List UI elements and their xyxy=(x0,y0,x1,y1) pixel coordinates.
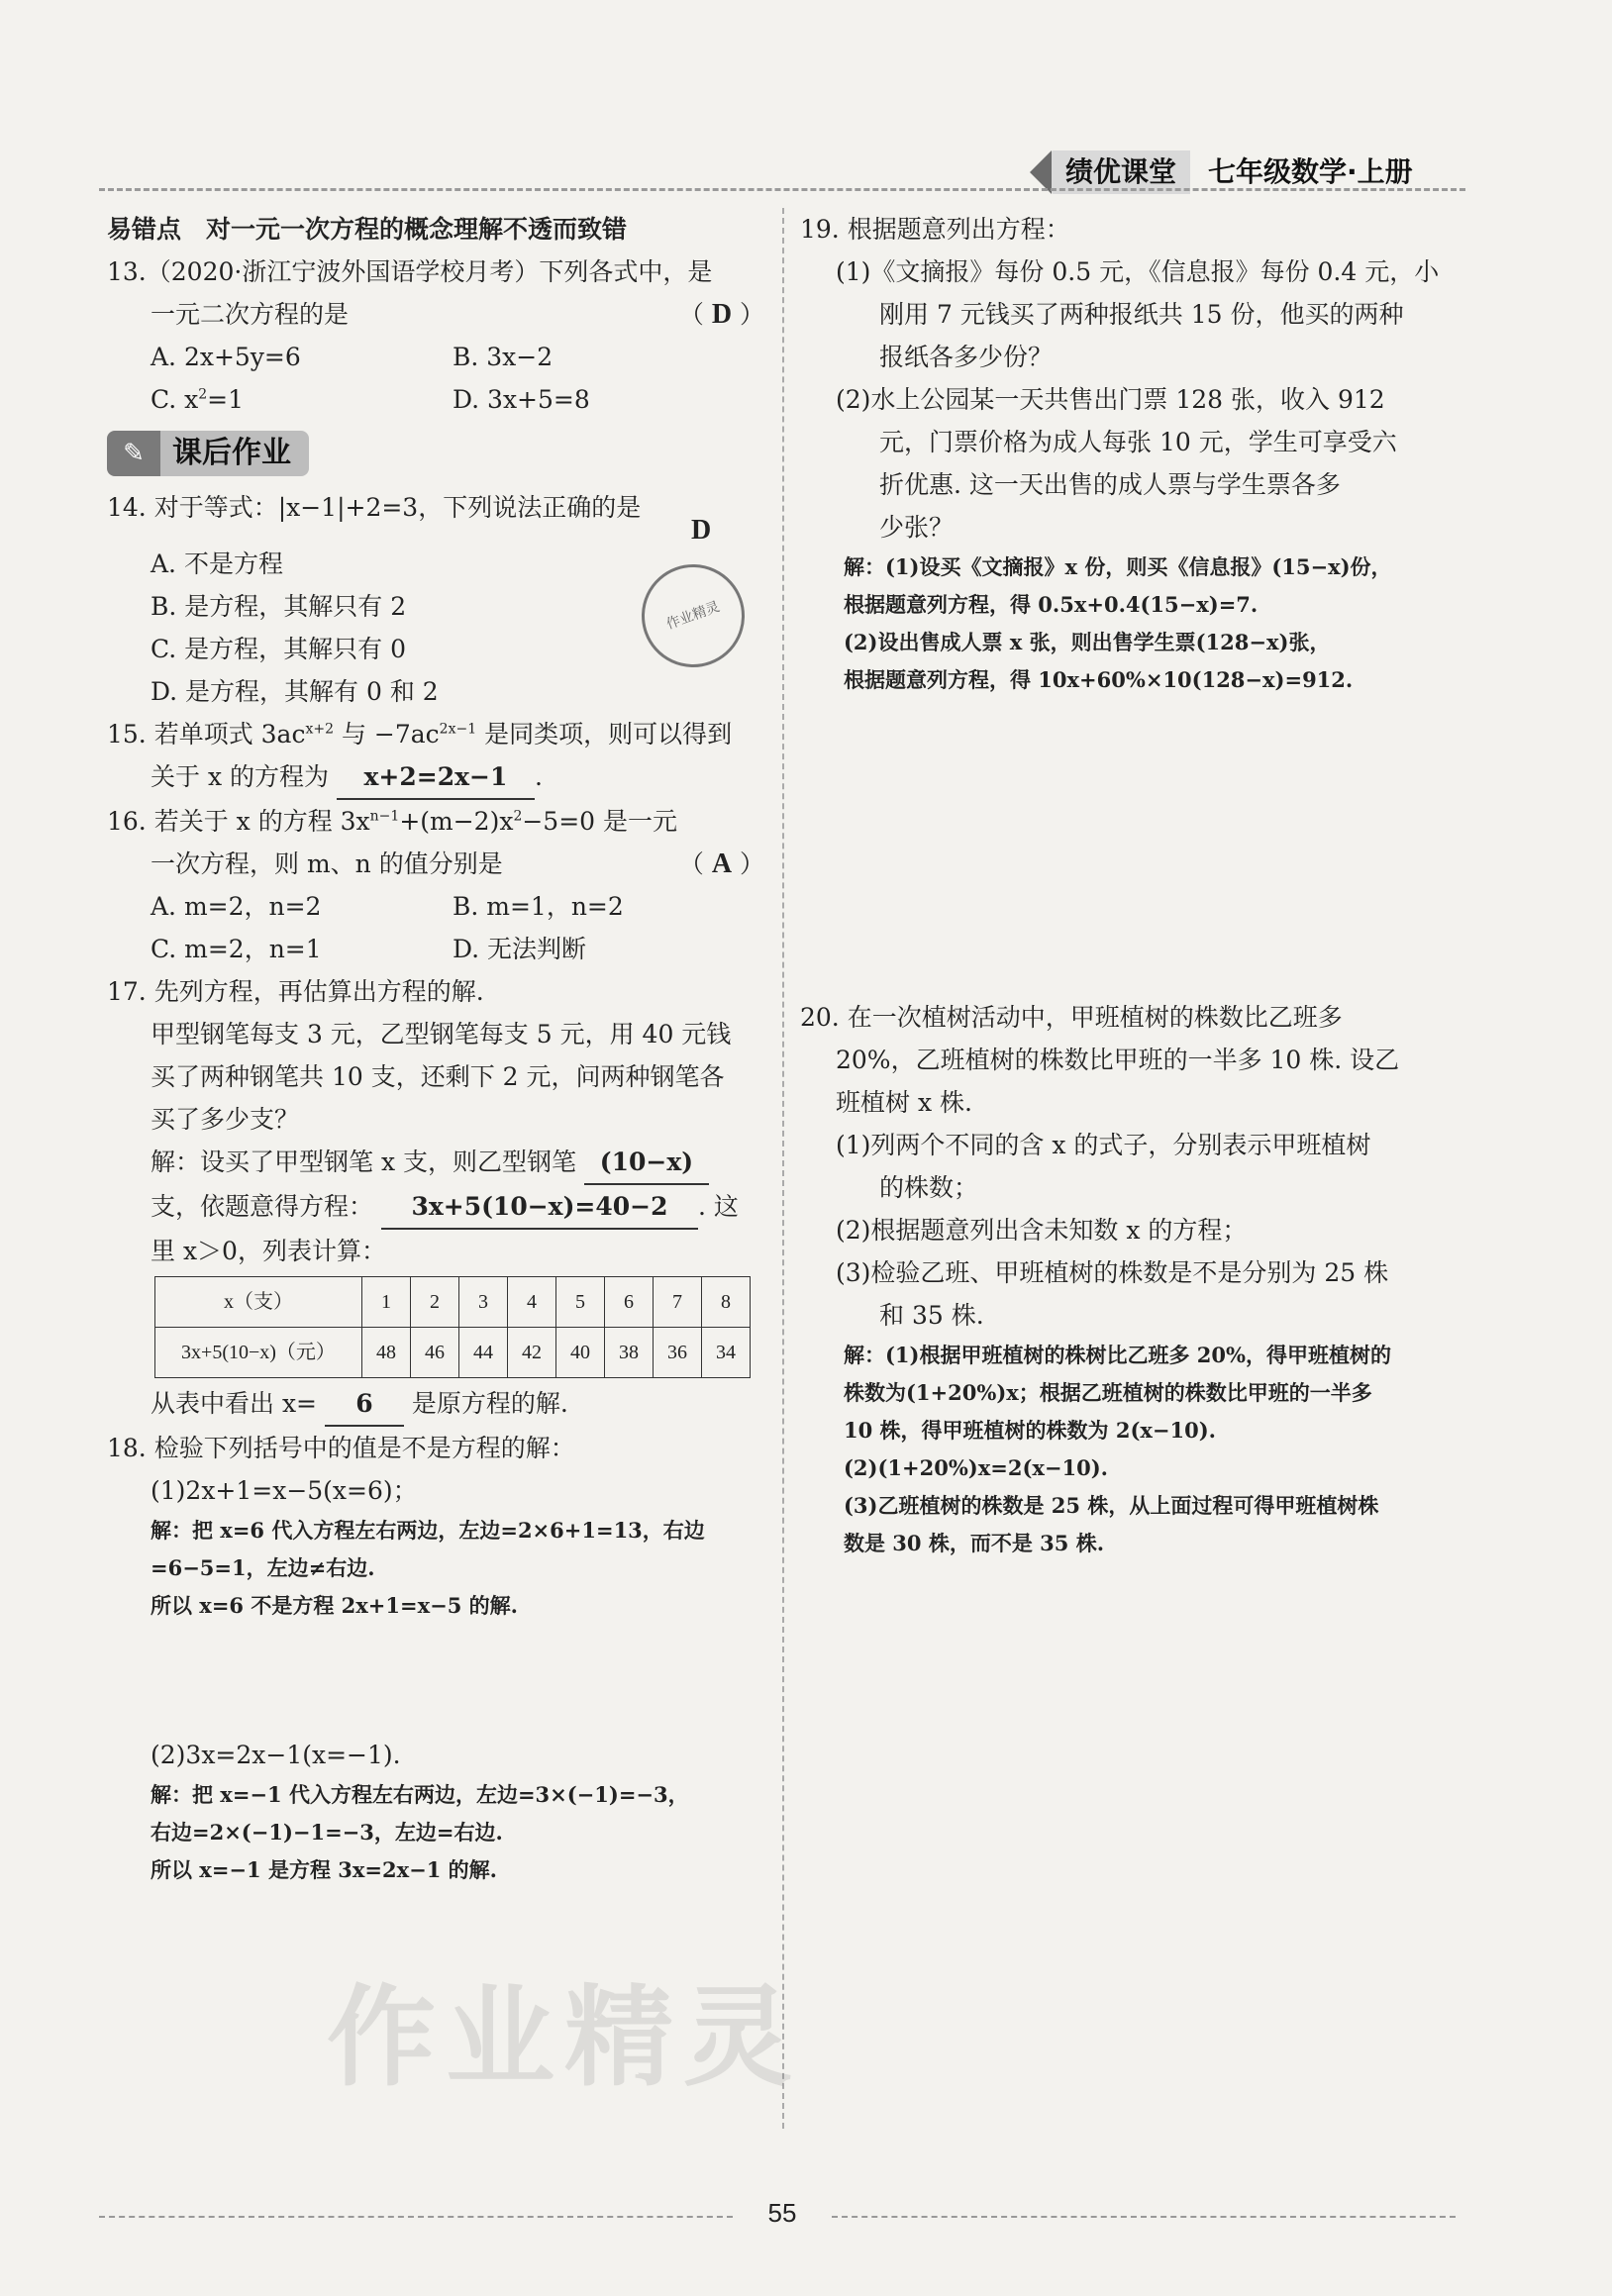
q17-line7: 里 x＞0，列表计算： xyxy=(151,1237,386,1265)
q15-l2-text: 关于 x 的方程为 xyxy=(151,762,329,791)
q20-s1: 解：(1)根据甲班植树的株树比乙班多 20%，得甲班植树的 xyxy=(844,1343,1391,1367)
brand-title: 绩优课堂 xyxy=(1052,150,1190,194)
page-number: 55 xyxy=(767,2198,797,2228)
q16-option-a: A. m=2，n=2 xyxy=(151,892,322,921)
book-title: 七年级数学·上册 xyxy=(1208,155,1413,188)
q17-l6-post: . 这 xyxy=(697,1192,739,1221)
table-cell: 7 xyxy=(654,1277,702,1328)
q18-s1b: =6−5=1，左边≠右边. xyxy=(151,1555,375,1580)
q13-option-d: D. 3x+5=8 xyxy=(453,385,590,414)
footer-divider-left xyxy=(99,2216,733,2218)
q13-answer: D xyxy=(711,299,733,330)
q18-spacer xyxy=(107,1625,764,1734)
pencil-book-icon: ✎ xyxy=(107,431,160,476)
q16-answer: A xyxy=(711,849,733,879)
homework-badge xyxy=(107,429,309,478)
q19-b2: 元，门票价格为成人每张 10 元，学生可享受六 xyxy=(879,428,1397,456)
q19-s4: 根据题意列方程，得 10x+60%×10(128−x)=912. xyxy=(844,667,1354,692)
q20-a2: 的株数； xyxy=(879,1173,979,1202)
q17-line2: 甲型钢笔每支 3 元，乙型钢笔每支 5 元，用 40 元钱 xyxy=(151,1020,732,1048)
q20-s4: (2)(1+20%)x=2(x−10). xyxy=(844,1455,1108,1480)
q19-solution xyxy=(800,549,1473,699)
q15-l1-sup2: 2x−1 xyxy=(439,721,477,738)
table-cell: 44 xyxy=(459,1328,508,1378)
q16-l1-mid: +(m−2)x xyxy=(399,807,514,836)
q19-line1: 19. 根据题意列出方程： xyxy=(800,215,1070,244)
q19-b1: (2)水上公园某一天共售出门票 128 张，收入 912 xyxy=(836,385,1385,414)
q18-line1: 18. 检验下列括号中的值是不是方程的解： xyxy=(107,1434,575,1462)
q20-line2: 20%，乙班植树的株数比甲班的一半多 10 株. 设乙 xyxy=(836,1046,1400,1074)
table-cell: 2 xyxy=(411,1277,459,1328)
q13-line2-text: 一元二次方程的是 xyxy=(151,300,350,329)
q15-l1-mid: 与 −7ac xyxy=(334,720,440,749)
q20-solution xyxy=(800,1337,1473,1562)
q20-c1: (3)检验乙班、甲班植树的株数是不是分别为 25 株 xyxy=(836,1258,1389,1287)
q16-answer-bracket: （ A ） xyxy=(678,849,764,879)
q20-a1: (1)列两个不同的含 x 的式子，分别表示甲班植树 xyxy=(836,1131,1371,1159)
q17-line6 xyxy=(107,1185,764,1230)
q13-option-b: B. 3x−2 xyxy=(453,343,554,371)
q15-l1-pre: 15. 若单项式 3ac xyxy=(107,720,306,749)
q18-s2c: 所以 x=−1 是方程 3x=2x−1 的解. xyxy=(151,1857,497,1882)
q16-options-row2 xyxy=(107,928,764,970)
error-point-title: 易错点 对一元一次方程的概念理解不透而致错 xyxy=(107,215,628,244)
question-15 xyxy=(107,713,764,800)
q13-options-row2 xyxy=(107,378,764,421)
q13-answer-bracket: （ D ） xyxy=(678,299,764,330)
q18-part1: (1)2x+1=x−5(x=6)； xyxy=(151,1476,418,1505)
table-cell: 42 xyxy=(508,1328,556,1378)
q15-l1-post: 是同类项，则可以得到 xyxy=(476,720,733,749)
q14-option-a: A. 不是方程 xyxy=(151,549,283,578)
q13-options-row1 xyxy=(107,336,764,378)
q13-option-a: A. 2x+5y=6 xyxy=(151,343,301,371)
q19-s2: 根据题意列方程，得 0.5x+0.4(15−x)=7. xyxy=(844,592,1259,617)
q16-l1-sup2: 2 xyxy=(513,808,523,825)
q14-spacer xyxy=(107,515,764,546)
left-column xyxy=(107,208,764,1889)
footer-divider-right xyxy=(832,2216,1456,2218)
table-header-x: x（支） xyxy=(155,1277,362,1328)
q16-l2-text: 一次方程，则 m、n 的值分别是 xyxy=(151,849,503,878)
q13-option-c-sup: 2 xyxy=(198,386,208,403)
q14-option-c: C. 是方程，其解只有 0 xyxy=(151,635,406,663)
q18-s1a: 解：把 x=6 代入方程左右两边，左边=2×6+1=13，右边 xyxy=(151,1518,705,1543)
q19-a2: 刚用 7 元钱买了两种报纸共 15 份，他买的两种 xyxy=(879,300,1404,329)
table-cell: 36 xyxy=(654,1328,702,1378)
q15-l1-sup1: x+2 xyxy=(305,721,335,738)
q17-line1: 17. 先列方程，再估算出方程的解. xyxy=(107,977,484,1006)
q14-option-b: B. 是方程，其解只有 2 xyxy=(151,592,407,621)
table-cell: 38 xyxy=(605,1328,654,1378)
question-18 xyxy=(107,1427,764,1889)
q16-line1 xyxy=(107,800,764,843)
table-cell: 1 xyxy=(362,1277,411,1328)
q16-option-b: B. m=1，n=2 xyxy=(453,892,624,921)
q19-b4: 少张？ xyxy=(879,513,955,542)
q19-s3: (2)设出售成人票 x 张，则出售学生票(128−x)张， xyxy=(844,630,1331,654)
q13-line2 xyxy=(107,293,764,336)
q16-l1-post: −5=0 是一元 xyxy=(522,807,678,836)
q17-blank3: 6 xyxy=(325,1382,404,1427)
q17-blank2: 3x+5(10−x)=40−2 xyxy=(381,1185,698,1230)
table-cell: 6 xyxy=(605,1277,654,1328)
q19-a1: (1)《文摘报》每份 0.5 元，《信息报》每份 0.4 元，小 xyxy=(836,257,1440,286)
q17-l8-text: 从表中看出 x= xyxy=(151,1389,317,1418)
q17-table xyxy=(154,1276,751,1378)
q14-answer: D xyxy=(691,515,712,546)
q17-table-wrap xyxy=(107,1276,764,1378)
table-cell: 48 xyxy=(362,1328,411,1378)
table-cell: 5 xyxy=(556,1277,605,1328)
q20-b1: (2)根据题意列出含未知数 x 的方程； xyxy=(836,1216,1248,1245)
q17-l6-text: 支，依题意得方程： xyxy=(151,1192,374,1221)
q20-s2: 株数为(1+20%)x；根据乙班植树的株数比甲班的一半多 xyxy=(844,1380,1372,1405)
q13-line1: 13.（2020·浙江宁波外国语学校月考）下列各式中，是 xyxy=(107,257,713,286)
table-header-y: 3x+5(10−x)（元） xyxy=(155,1328,362,1378)
question-13 xyxy=(107,250,764,421)
table-cell: 3 xyxy=(459,1277,508,1328)
q17-blank1: (10−x) xyxy=(584,1141,709,1185)
q17-line4: 买了多少支？ xyxy=(151,1105,300,1134)
q18-s2a: 解：把 x=−1 代入方程左右两边，左边=3×(−1)=−3， xyxy=(151,1782,689,1807)
q16-l1-sup1: n−1 xyxy=(369,808,400,825)
header-divider xyxy=(99,188,1465,191)
homework-title: 课后作业 xyxy=(160,431,309,476)
q16-line2 xyxy=(107,843,764,885)
question-20 xyxy=(800,996,1473,1562)
q16-option-c: C. m=2，n=1 xyxy=(151,935,322,963)
q20-s5: (3)乙班植树的株数是 25 株，从上面过程可得甲班植树株 xyxy=(844,1493,1379,1518)
q20-s3: 10 株，得甲班植树的株数为 2(x−10). xyxy=(844,1418,1216,1443)
q15-answer: x+2=2x−1 xyxy=(337,755,535,800)
q13-option-c-pre: C. x xyxy=(151,385,199,414)
table-cell: 40 xyxy=(556,1328,605,1378)
watermark: 作业精灵 xyxy=(327,1974,802,2101)
table-cell: 8 xyxy=(702,1277,751,1328)
q17-l8-post: 是原方程的解. xyxy=(411,1389,568,1418)
question-19 xyxy=(800,208,1473,699)
question-17 xyxy=(107,970,764,1427)
q17-l5-text: 解：设买了甲型钢笔 x 支，则乙型钢笔 xyxy=(151,1148,576,1176)
table-cell: 4 xyxy=(508,1277,556,1328)
q16-options-row1 xyxy=(107,885,764,928)
q19-s1: 解：(1)设买《文摘报》x 份，则买《信息报》(15−x)份， xyxy=(844,554,1392,579)
q17-line3: 买了两种钢笔共 10 支，还剩下 2 元，问两种钢笔各 xyxy=(151,1062,725,1091)
table-cell: 46 xyxy=(411,1328,459,1378)
table-row xyxy=(155,1328,751,1378)
q20-s6: 数是 30 株，而不是 35 株. xyxy=(844,1531,1105,1555)
q13-option-c xyxy=(151,378,453,421)
stamp-icon: 作业精灵 xyxy=(627,549,758,681)
q18-s1c: 所以 x=6 不是方程 2x+1=x−5 的解. xyxy=(151,1593,518,1618)
q14-option-d: D. 是方程，其解有 0 和 2 xyxy=(151,677,439,706)
q18-solution2 xyxy=(107,1776,764,1889)
q15-line1 xyxy=(107,713,764,755)
q17-line8 xyxy=(107,1382,764,1427)
q19-spacer xyxy=(800,699,1473,996)
q20-line3: 班植树 x 株. xyxy=(836,1088,972,1117)
q13-option-c-post: =1 xyxy=(207,385,245,414)
q14-line1-text: 14. 对于等式：|x−1|+2=3，下列说法正确的是 xyxy=(107,493,642,522)
q18-s2b: 右边=2×(−1)−1=−3，左边=右边. xyxy=(151,1820,503,1845)
q14-line1 xyxy=(107,486,764,529)
q20-c2: 和 35 株. xyxy=(879,1301,984,1330)
q16-l1-pre: 16. 若关于 x 的方程 3x xyxy=(107,807,370,836)
q20-line1: 20. 在一次植树活动中，甲班植树的株数比乙班多 xyxy=(800,1003,1343,1032)
q17-line5 xyxy=(107,1141,764,1185)
right-column xyxy=(800,208,1473,1562)
q19-b3: 折优惠. 这一天出售的成人票与学生票各多 xyxy=(879,470,1341,499)
q19-a3: 报纸各多少份？ xyxy=(879,343,1054,371)
table-row xyxy=(155,1277,751,1328)
q18-solution1 xyxy=(107,1512,764,1625)
question-16 xyxy=(107,800,764,970)
q16-option-d: D. 无法判断 xyxy=(453,935,587,963)
q18-part2: (2)3x=2x−1(x=−1). xyxy=(151,1741,401,1769)
table-cell: 34 xyxy=(702,1328,751,1378)
column-divider xyxy=(782,208,784,2129)
q15-line2: 关于 x 的方程为 x+2=2x−1 . xyxy=(107,755,764,800)
